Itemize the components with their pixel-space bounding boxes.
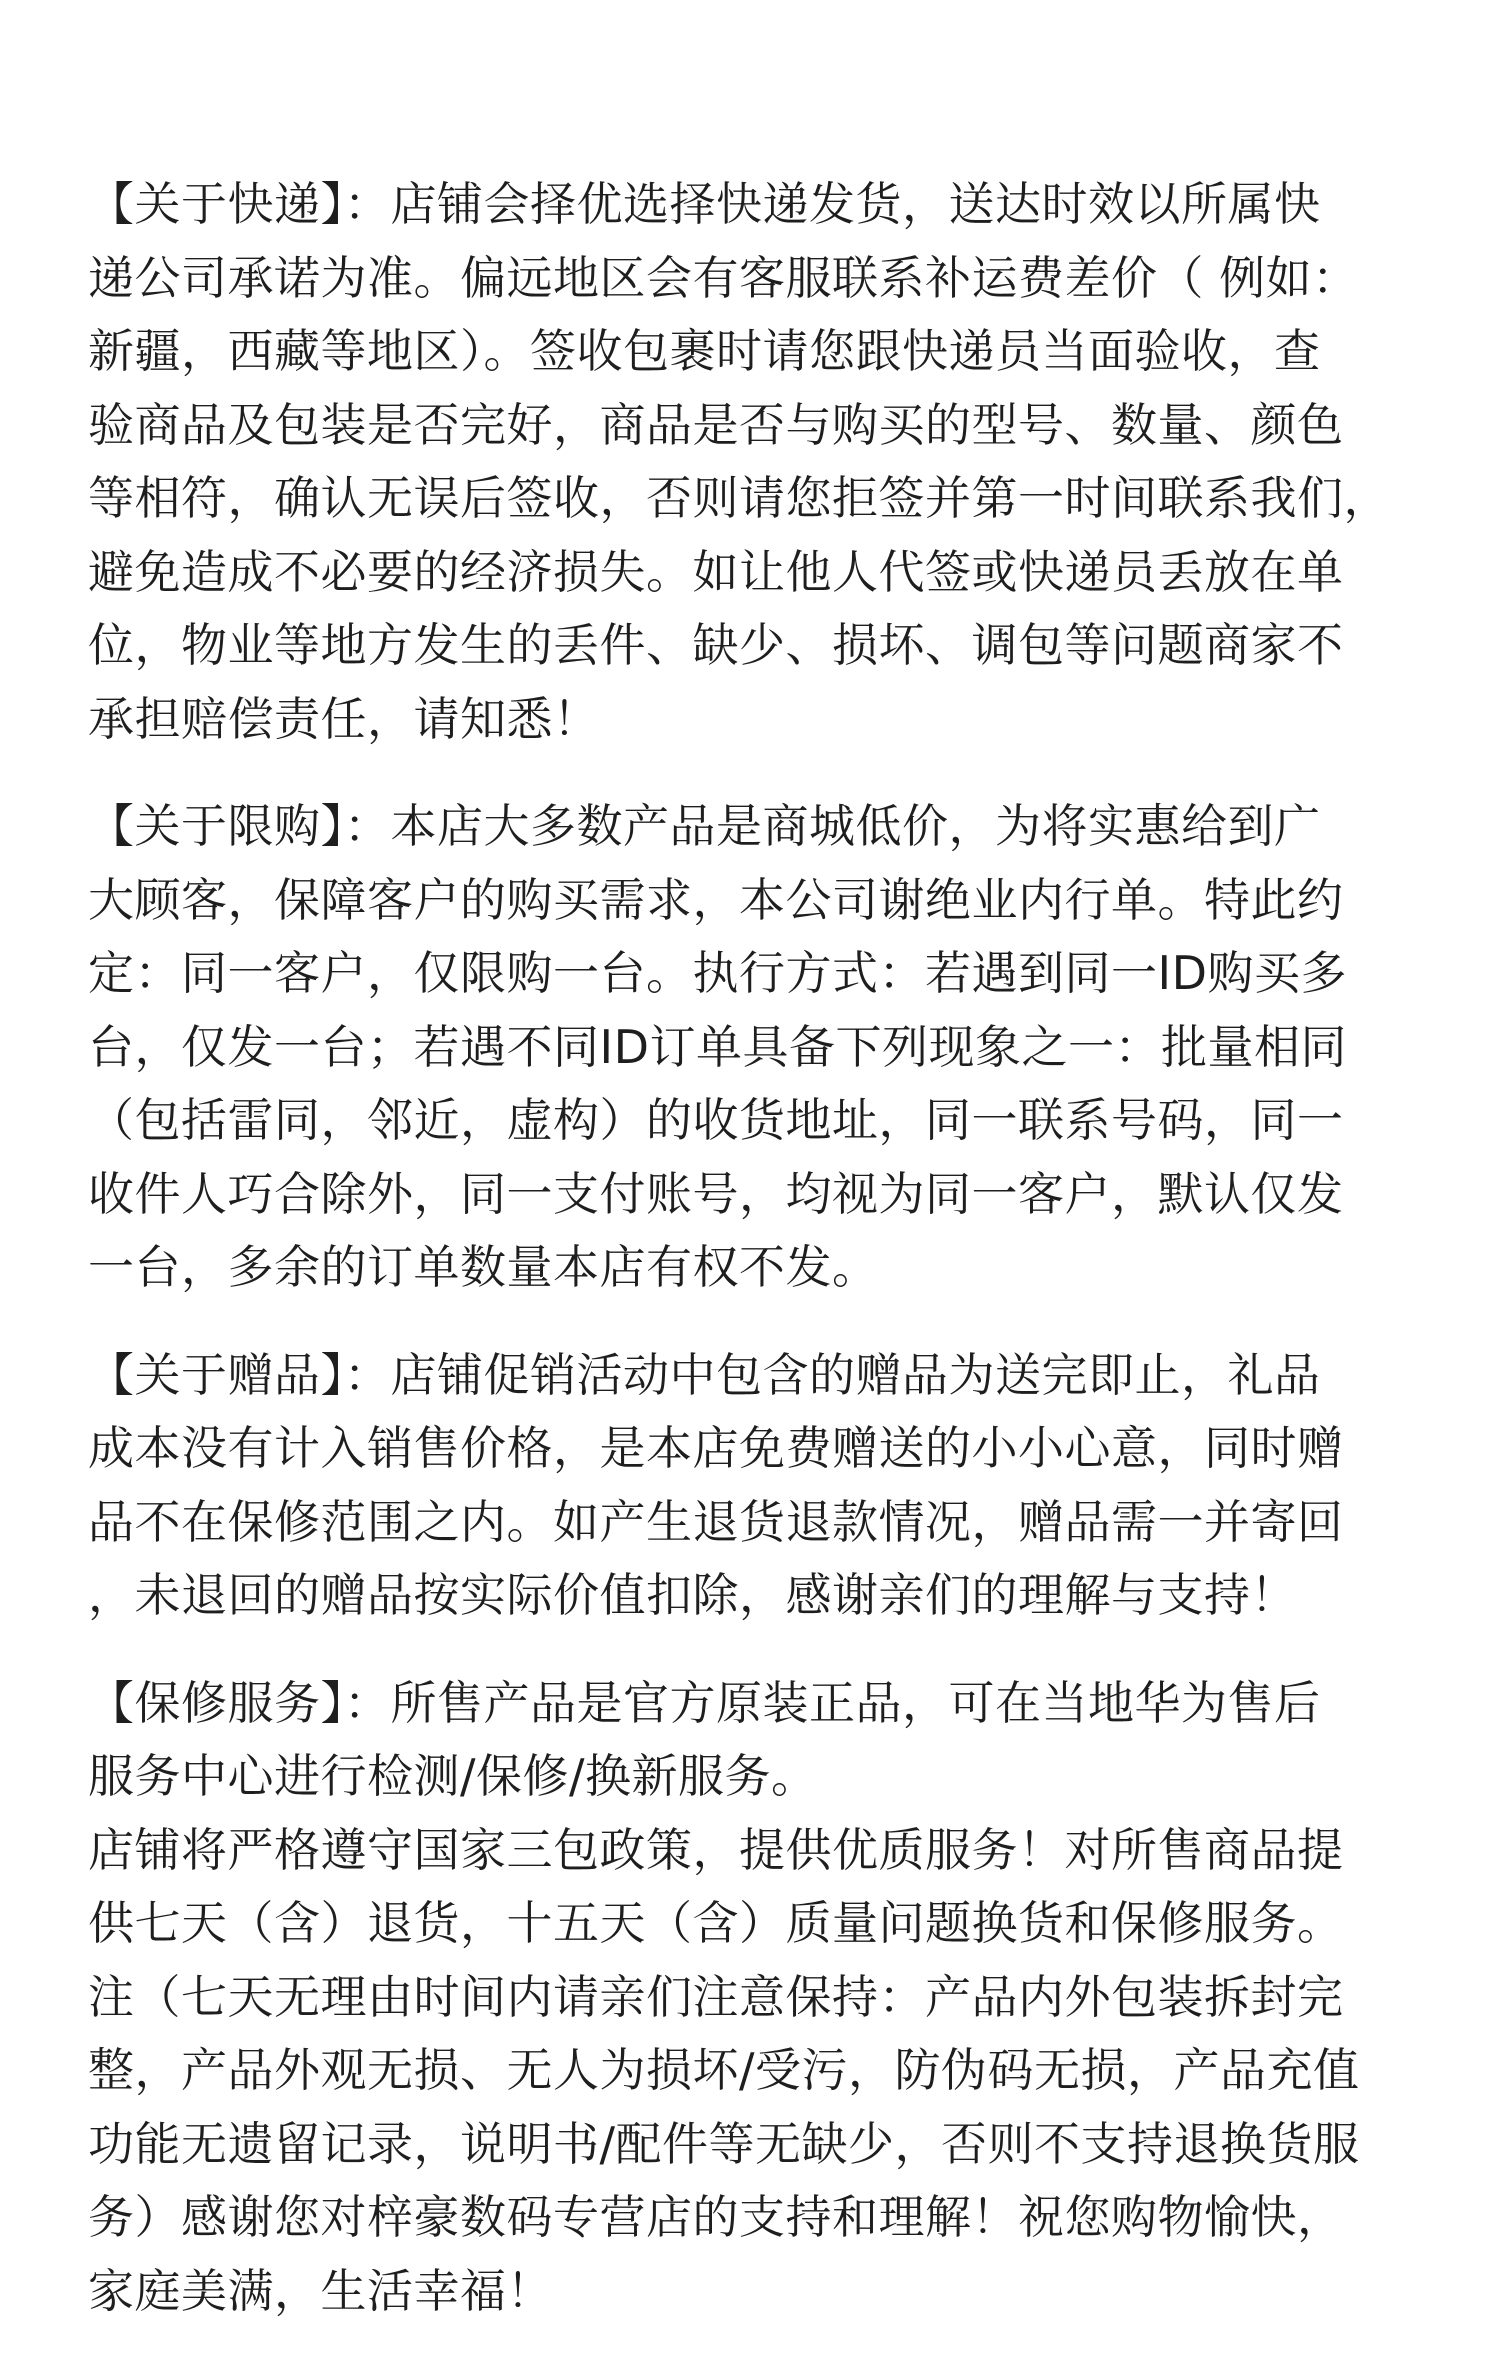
text-line: 位，物业等地方发生的丢件、缺少、损坏、调包等问题商家不 [88,618,1344,672]
text-line: 服务中心进行检测/保修/换新服务。 [88,1749,818,1803]
text-line: 新疆，西藏等地区）。签收包裹时请您跟快递员当面验收，查 [88,324,1321,378]
text-line: 品不在保修范围之内。如产生退货退款情况，赠品需一并寄回 [88,1494,1344,1549]
text-line: 店铺将严格遵守国家三包政策，提供优质服务！对所售商品提 [88,1822,1344,1877]
gift-policy-section [88,1339,1418,1633]
warranty-service-section [88,1667,1418,2329]
text-line: 【保修服务】：所售产品是官方原装正品，可在当地华为售后 [88,1675,1321,1730]
shipping-policy-section [88,168,1418,756]
text-line: 台，仅发一台；若遇不同ID订单具备下列现象之一：批量相同 [88,1019,1347,1074]
policy-document [88,168,1418,2362]
text-line: 大顾客，保障客户的购买需求，本公司谢绝业内行单。特此约 [88,872,1344,927]
text-line: 【关于快递】：店铺会择优选择快递发货，送达时效以所属快 [88,177,1321,231]
purchase-limit-section [88,790,1418,1305]
text-line: 【关于赠品】：店铺促销活动中包含的赠品为送完即止，礼品 [88,1347,1321,1402]
text-line: 承担赔偿责任，请知悉！ [88,691,600,746]
text-line: 家庭美满，生活幸福！ [88,2263,553,2318]
text-line: 一台，多余的订单数量本店有权不发。 [88,1240,879,1294]
text-line: ，未退回的赠品按实际价值扣除，感谢亲们的理解与支持！ [88,1568,1297,1622]
text-line: 避免造成不必要的经济损失。如让他人代签或快递员丢放在单 [88,544,1344,599]
text-line: 验商品及包装是否完好，商品是否与购买的型号、数量、颜色 [88,397,1344,452]
text-line: 递公司承诺为准。偏远地区会有客服联系补运费差价（ 例如： [88,250,1359,305]
text-line: 注（七天无理由时间内请亲们注意保持：产品内外包装拆封完 [88,1969,1344,2024]
text-line: 收件人巧合除外，同一支付账号，均视为同一客户，默认仅发 [88,1166,1344,1221]
text-line: 【关于限购】：本店大多数产品是商城低价，为将实惠给到广 [88,799,1321,853]
text-line: 供七天（含）退货，十五天（含）质量问题换货和保修服务。 [88,1896,1344,1950]
text-line: 成本没有计入销售价格，是本店免费赠送的小小心意，同时赠 [88,1421,1344,1475]
text-line: 整，产品外观无损、无人为损坏/受污，防伪码无损，产品充值 [88,2043,1360,2097]
text-line: 定：同一客户，仅限购一台。执行方式：若遇到同一ID购买多 [88,946,1347,1000]
text-line: 务）感谢您对梓豪数码专营店的支持和理解！祝您购物愉快， [88,2190,1344,2244]
text-line: （包括雷同，邻近，虚构）的收货地址，同一联系号码，同一 [88,1093,1344,1147]
text-line: 功能无遗留记录，说明书/配件等无缺少，否则不支持退换货服 [88,2116,1360,2171]
text-line: 等相符，确认无误后签收，否则请您拒签并第一时间联系我们， [88,471,1390,525]
